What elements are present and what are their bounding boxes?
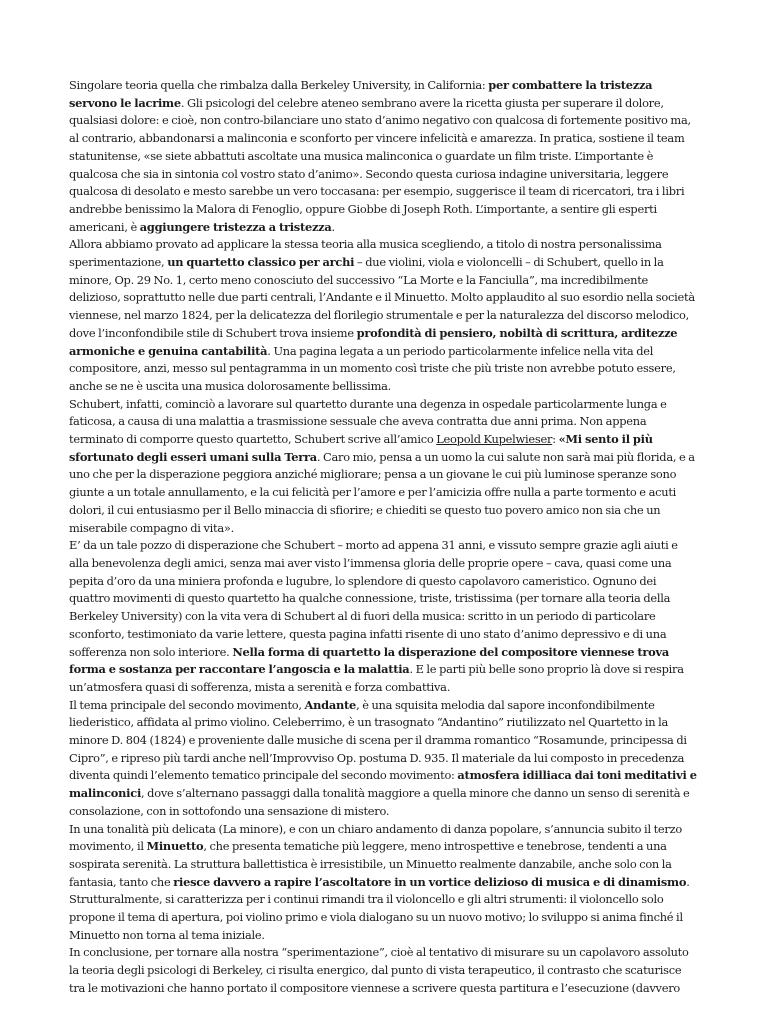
- bold-phrase: «Mi sento il più sfortunato degli esseri umani sulla Terra: [69, 432, 653, 464]
- text-run: – due violini, viola e violoncelli – di Schubert, quello in la minore, Op. 29 No. 1, certo meno conosciuto del successivo “La Morte e la Fanciulla”, ma incredibilmente delizioso, soprattutto nelle due parti centrali, l’Andante e il Minuetto. Molto applaudito al suo esordio nella società viennese, nel marzo 1824, per la delicatezza del florilegio strumentale e per la naturalezza del discorso melodico, dove l’inconfondibile stile di Schubert trova insieme: [69, 255, 695, 340]
- text-run: . Gli psicologi del celebre ateneo sembrano avere la ricetta giusta per superare il dolore, qualsiasi dolore: e cioè, non contro-bilanciare uno stato d’animo negativo con qualcosa di fortemente positivo ma, al contrario, abbandonarsi a malinconia e sconforto per vincere infelicità e amarezza. In pratica, sostiene il team statunitense, «se siete abbattuti ascoltate una musica malinconica o guardate un film triste. L’importante è qualcosa che sia in sintonia col vostro stato d’animo». Secondo questa curiosa indagine universitaria, leggere qualcosa di desolato e mesto sarebbe un vero toccasana: per esempio, suggerisce il team di ricercatori, tra i libri andrebbe benissimo la Malora di Fenoglio, oppure Giobbe di Joseph Roth. L’importante, a sentire gli esperti americani, è: [69, 95, 691, 234]
- text-run: . Strutturalmente, si caratterizza per i continui rimandi tra il violoncello e gli altri strumenti: il violoncello solo propone il tema di apertura, poi violino primo e viola dialogano su un nuovo motivo; lo sviluppo si anima finché il Minuetto non torna al tema iniziale.: [69, 874, 690, 942]
- paragraph-3: [69, 396, 699, 538]
- underlined-name: Leopold Kupelwieser: [436, 432, 553, 447]
- paragraph-1: [69, 77, 699, 236]
- bold-phrase: aggiungere tristezza a tristezza: [139, 219, 332, 234]
- paragraph-5: [69, 697, 699, 821]
- text-run: Il tema principale del secondo movimento,: [69, 697, 305, 712]
- bold-phrase: Andante: [304, 697, 357, 712]
- text-run: .: [331, 219, 335, 234]
- text-run: In conclusione, per tornare alla nostra “sperimentazione”, cioè al tentativo di misurare su un capolavoro assoluto la teoria degli psicologi di Berkeley, ci risulta energico, dal punto di vista terapeutico, il contrasto che scaturisce tra le motivazioni che hanno portato il compositore viennese a scrivere questa partitura e l’esecuzione (davvero: [69, 945, 689, 995]
- bold-phrase: Minuetto: [146, 839, 204, 854]
- text-run: . E le parti più belle sono proprio là dove si respira un’atmosfera quasi di sofferenza, mista a serenità e forza combattiva.: [69, 662, 684, 694]
- text-run: . Caro mio, pensa a un uomo la cui salute non sarà mai più florida, e a uno che per la disperazione peggiora anziché migliorare; pensa a un giovane le cui più luminose speranze sono giunte a un totale annullamento, e la cui felicità per l’amore e per l’amicizia offre nulla a parte tormento e acuti dolori, il cui entusiasmo per il Bello minaccia di sfiorire; e chiediti se questo tuo povero amico non sia che un miserabile compagno di vita».: [69, 449, 695, 535]
- paragraph-2: [69, 236, 699, 395]
- bold-phrase: atmosfera idilliaca dai toni meditativi e malinconici: [69, 768, 697, 801]
- text-run: , che presenta tematiche più leggere, meno introspettive e tenebrose, tendenti a una sospirata serenità. La struttura ballettistica è irresistibile, un Minuetto realmente danzabile, anche solo con la fantasia, tanto che: [69, 839, 672, 889]
- text-run: Allora abbiamo provato ad applicare la stessa teoria alla musica scegliendo, a titolo di nostra personalissima sperimentazione,: [69, 237, 662, 270]
- bold-phrase: un quartetto classico per archi: [167, 255, 355, 270]
- document-body: [69, 77, 699, 998]
- text-run: E’ da un tale pozzo di disperazione che Schubert – morto ad appena 31 anni, e vissuto sempre grazie agli aiuti e alla benevolenza degli amici, senza mai aver visto l’immensa gloria delle proprie opere – cava, quasi come una pepita d’oro da una miniera profonda e lugubre, lo splendore di questo capolavoro cameristico. Ognuno dei quattro movimenti di questo quartetto ha qualche connessione, triste, tristissima (per tornare alla teoria della Berkeley University) con la vita vera di Schubert al di fuori della musica: scritto in un periodo di particolare sconforto, testimoniato da varie lettere, questa pagina infatti risente di uno stato d’animo depressivo e di una sofferenza non solo interiore.: [69, 538, 678, 659]
- text-run: , è una squisita melodia dal sapore inconfondibilmente liederistico, affidata al primo violino. Celeberrimo, è un trasognato “Andantino” riutilizzato nel Quartetto in la minore D. 804 (1824) e proveniente dalle musiche di scena per il dramma romantico “Rosamunde, principessa di Cipro”, e ripreso più tardi anche nell’Improvviso Op. postuma D. 935. Il materiale da lui composto in precedenza diventa quindi l’elemento tematico principale del secondo movimento:: [69, 697, 687, 783]
- text-run: Schubert, infatti, cominciò a lavorare sul quartetto durante una degenza in ospedale particolarmente lunga e faticosa, a causa di una malattia a trasmissione sessuale che aveva contratta due anni prima. Non appena terminato di comporre questo quartetto, Schubert scrive all’amico: [69, 396, 667, 447]
- paragraph-6: [69, 821, 699, 945]
- bold-phrase: per combattere la tristezza servono le lacrime: [69, 78, 653, 110]
- text-run: , dove s’alternano passaggi dalla tonalità maggiore a quella minore che danno un senso di serenità e consolazione, con in sottofondo una sensazione di mistero.: [69, 786, 690, 818]
- paragraph-7: [69, 944, 699, 997]
- text-run: Singolare teoria quella che rimbalza dalla Berkeley University, in California:: [69, 78, 489, 92]
- bold-phrase: profondità di pensiero, nobiltà di scrittura, arditezze armoniche e genuina cantabilità: [69, 325, 678, 358]
- bold-phrase: Nella forma di quartetto la disperazione del compositore viennese trova forma e sostanza per raccontare l’angoscia e la malattia: [69, 644, 670, 677]
- paragraph-4: [69, 537, 699, 696]
- bold-phrase: riesce davvero a rapire l’ascoltatore in un vortice delizioso di musica e di dinamismo: [173, 874, 687, 889]
- text-run: In una tonalità più delicata (La minore), e con un chiaro andamento di danza popolare, s’annuncia subito il terzo movimento, il: [69, 821, 682, 854]
- text-run: . Una pagina legata a un periodo particolarmente infelice nella vita del compositore, anzi, messo sul pentagramma in un momento così triste che più triste non avrebbe potuto essere, anche se ne è uscita una musica dolorosamente bellissima.: [69, 343, 676, 393]
- text-run: :: [552, 432, 559, 447]
